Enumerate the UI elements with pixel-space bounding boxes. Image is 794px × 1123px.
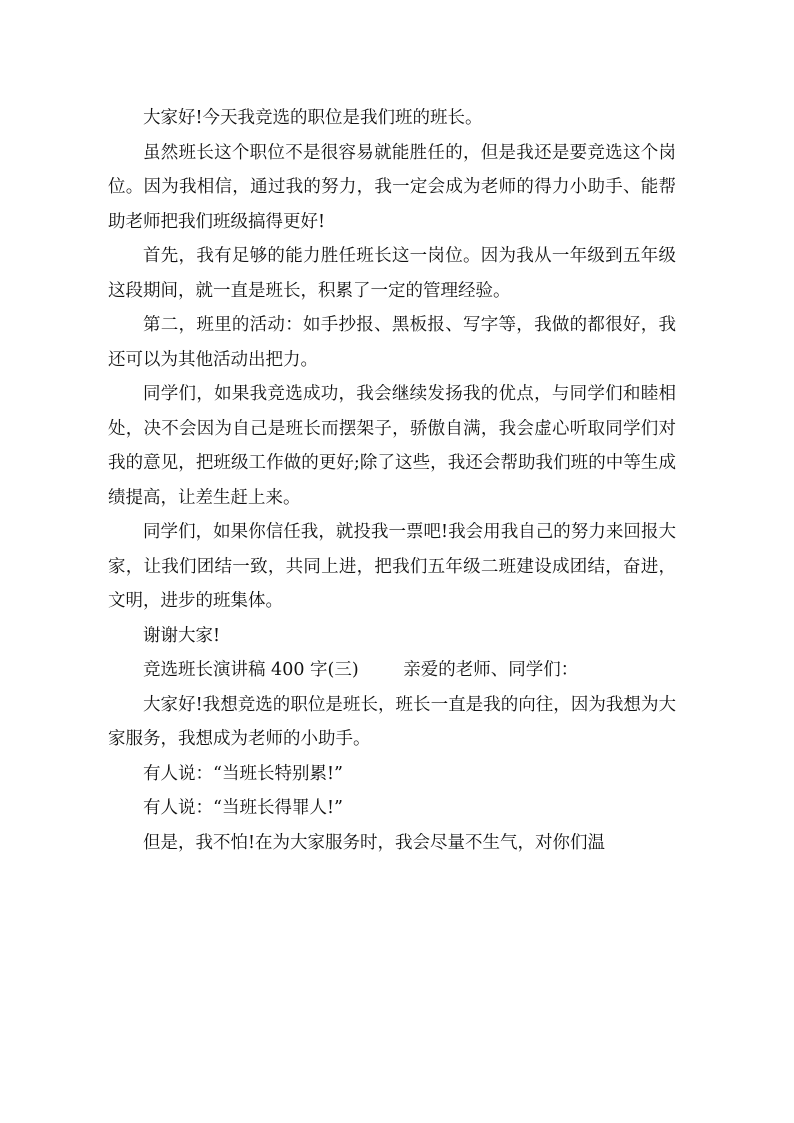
paragraph: 大家好!今天我竞选的职位是我们班的班长。 [143,108,483,128]
paragraph: 第二，班里的活动：如手抄报、黑板报、写字等，我做的都很好，我还可以为其他活动出把力。 [108,315,676,370]
paragraph: 大家好!我想竞选的职位是班长，班长一直是我的向往，因为我想为大家服务，我想成为老师的小助手。 [108,694,676,749]
paragraph: 虽然班长这个职位不是很容易就能胜任的，但是我还是要竞选这个岗位。因为我相信，通过我的努力，我一定会成为老师的得力小助手、能帮助老师把我们班级搞得更好! [108,142,676,232]
paragraph: 有人说：“当班长特别累!” [143,763,343,784]
section-heading [108,653,676,688]
paragraph: 同学们，如果你信任我，就投我一票吧!我会用我自己的努力来回报大家，让我们团结一致，共同上进，把我们五年级二班建设成团结，奋进，文明，进步的班集体。 [108,522,676,611]
paragraph: 有人说：“当班长得罪人!” [143,798,343,818]
salutation: 亲爱的老师、同学们： [403,660,579,680]
paragraph: 谢谢大家! [143,625,221,646]
section-title: 竞选班长演讲稿 400 字(三) [143,660,359,680]
paragraph: 但是，我不怕!在为大家服务时，我会尽量不生气，对你们温 [143,832,606,853]
paragraph: 同学们，如果我竞选成功，我会继续发扬我的优点，与同学们和睦相处，决不会因为自己是班长而摆架子，骄傲自满，我会虚心听取同学们对我的意见，把班级工作做的更好;除了这些，我还会帮助我们班的中等生成绩提高，让差生赶上来。 [108,384,676,508]
paragraph: 首先，我有足够的能力胜任班长这一岗位。因为我从一年级到五年级这段期间，就一直是班长，积累了一定的管理经验。 [108,246,676,301]
document-body [108,101,676,860]
